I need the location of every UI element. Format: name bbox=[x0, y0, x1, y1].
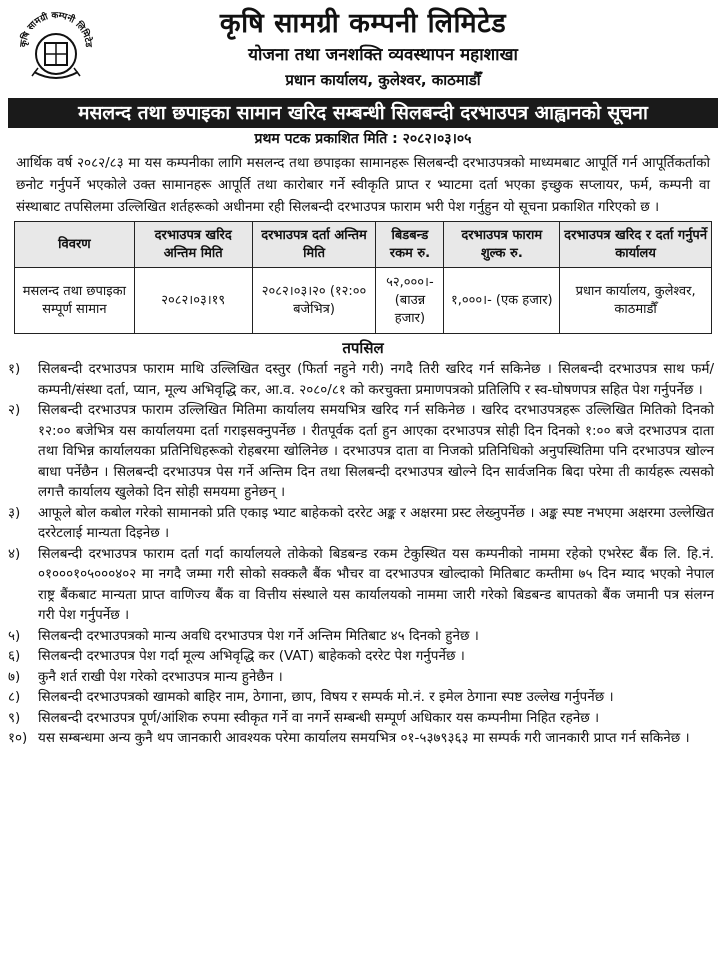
list-item bbox=[8, 708, 714, 729]
condition-text: सिलबन्दी दरभाउपत्र पेश गर्दा मूल्य अभिवृद्धि कर (VAT) बाहेकको दररेट पेश गर्नुपर्नेछ । bbox=[38, 648, 465, 664]
table-header-cell: बिडबन्ड रकम रु. bbox=[376, 222, 444, 268]
condition-number: ५) bbox=[8, 627, 21, 644]
condition-text: सिलबन्दी दरभाउपत्र फाराम उल्लिखित मितिमा कार्यालय समयभित्र खरिद गर्न सकिनेछ । खरिद दरभाउपत्रहरू उल्लिखित मितिको दिनको १२:०० बजेभित्र यस कार्यालयमा दर्ता गराइसक्नुपर्नेछ । रीतपूर्वक दर्ता हुन आएका दरभाउपत्र सोही दिन दिनको १:०० बजे दरभाउपत्र दाता तथा विभिन्न कार्यालयका प्रतिनिधिहरूको रोहबरमा खोलिनेछ । दरभाउपत्र दाता वा निजको प्रतिनिधिको अनुपस्थितिमा पनि दरभाउपत्र खोल्न बाधा पर्नेछैन । सिलबन्दी दरभाउपत्र पेस गर्ने अन्तिम दिन तथा सिलबन्दी दरभाउपत्र खोल्ने दिन सार्वजनिक बिदा परेमा ती कार्यहरू त्यसको लगत्तै कार्यालय खुलेको दिन सोही समयमा हुनेछन् । bbox=[38, 402, 714, 500]
condition-number: ९) bbox=[8, 709, 21, 726]
list-item bbox=[8, 646, 714, 667]
condition-number: ३) bbox=[8, 504, 21, 521]
list-item bbox=[8, 667, 714, 688]
list-item bbox=[8, 400, 714, 503]
company-logo-icon bbox=[16, 6, 96, 86]
tender-table bbox=[14, 221, 712, 334]
table-header-cell: दरभाउपत्र खरिद अन्तिम मिति bbox=[134, 222, 252, 268]
condition-text: सिलबन्दी दरभाउपत्र पूर्ण/आंशिक रुपमा स्वीकृत गर्ने वा नगर्ने सम्बन्धी सम्पूर्ण अधिकार यस कम्पनीमा निहित रहनेछ । bbox=[38, 709, 600, 726]
list-item bbox=[8, 503, 714, 544]
list-item bbox=[8, 626, 714, 647]
table-cell: मसलन्द तथा छपाइका सम्पूर्ण सामान bbox=[15, 268, 135, 334]
condition-text: सिलबन्दी दरभाउपत्रको खामको बाहिर नाम, ठेगाना, छाप, विषय र सम्पर्क मो.नं. र इमेल ठेगाना स्पष्ट उल्लेख गर्नुपर्नेछ । bbox=[38, 689, 614, 705]
company-name: कृषि सामग्री कम्पनी लिमिटेड bbox=[219, 8, 507, 39]
condition-number: ७) bbox=[8, 668, 21, 685]
condition-text: सिलबन्दी दरभाउपत्रको मान्य अवधि दरभाउपत्र पेश गर्ने अन्तिम मितिबाट ४५ दिनको हुनेछ । bbox=[38, 627, 479, 644]
condition-text: सिलबन्दी दरभाउपत्र फाराम दर्ता गर्दा कार्यालयले तोकेको बिडबन्ड रकम टेकुस्थित यस कम्पनीको नाममा रहेको एभरेस्ट बैंक लि. हि.नं. ०१०००१०५०००४०२ मा नगदै जम्मा गरी सोको सक्कलै बैंक भौचर वा दरभाउपत्र खोल्दाको मितिबाट कम्तीमा ७५ दिन म्याद भएको नेपाल राष्ट्र बैंकबाट मान्यता प्राप्त वाणिज्य बैंक वा वित्तीय संस्थाले यस कार्यालयको नाममा जारी गरेको बिडबन्ड बापतको बैंक जमानी पत्र संलग्न गरी पेश गर्नुपर्नेछ । bbox=[38, 545, 714, 623]
conditions-list bbox=[6, 359, 720, 749]
condition-number: ६) bbox=[8, 648, 21, 664]
condition-text: आफूले बोल कबोल गरेको सामानको प्रति एकाइ भ्याट बाहेकको दररेट अङ्क र अक्षरमा प्रस्ट लेख्नुपर्नेछ । अङ्क स्पष्ट नभएमा अक्षरमा उल्लेखित दररेटलाई मान्यता दिइनेछ । bbox=[38, 504, 714, 541]
condition-number: १) bbox=[8, 361, 21, 377]
division-name: योजना तथा जनशक्ति व्यवस्थापन महाशाखा bbox=[248, 45, 518, 65]
list-item bbox=[8, 728, 714, 749]
table-header-cell: दरभाउपत्र फाराम शुल्क रु. bbox=[444, 222, 560, 268]
intro-paragraph: आर्थिक वर्ष २०८२/८३ मा यस कम्पनीका लागि मसलन्द तथा छपाइका सामानहरू सिलबन्दी दरभाउपत्रको माध्यमबाट आपूर्ति गर्न आपूर्तिकर्ताको छनोट गर्नुपर्ने भएकोले उक्त सामानहरू आपूर्ति तथा कारोबार गर्ने स्वीकृति प्राप्त र भ्याटमा दर्ता भएका इच्छुक सप्लायर, फर्म, कम्पनी वा संस्थाबाट तपसिलमा उल्लिखित शर्तहरूको अधीनमा रही सिलबन्दी दरभाउपत्र फाराम भरी पेश गर्नुहुन यो सूचना प्रकाशित गरिएको छ । bbox=[16, 155, 710, 215]
condition-text: सिलबन्दी दरभाउपत्र फाराम माथि उल्लिखित दस्तुर (फिर्ता नहुने गरी) नगदै तिरी खरिद गर्न सकिनेछ । सिलबन्दी दरभाउपत्र साथ फर्म/कम्पनी/संस्था दर्ता, प्यान, मूल्य अभिवृद्धि कर, आ.व. २०८०/८१ को करचुक्ता प्रमाणपत्रको प्रतिलिपि र स्व-घोषणपत्र सहित पेश गर्नुपर्नेछ । bbox=[38, 361, 714, 398]
table-cell: ५२,०००।- (बाउन्न हजार) bbox=[376, 268, 444, 334]
list-item bbox=[8, 544, 714, 626]
table-cell: २०८२।०३।१९ bbox=[134, 268, 252, 334]
table-cell: प्रधान कार्यालय, कुलेश्वर, काठमाडौँ bbox=[560, 268, 712, 334]
table-header-cell: दरभाउपत्र खरिद र दर्ता गर्नुपर्ने कार्यालय bbox=[560, 222, 712, 268]
condition-number: ८) bbox=[8, 689, 21, 705]
table-header-cell: विवरण bbox=[15, 222, 135, 268]
logo-text: कृषि सामग्री कम्पनी लिमिटेड bbox=[18, 10, 94, 48]
table-header-cell: दरभाउपत्र दर्ता अन्तिम मिति bbox=[252, 222, 376, 268]
table-cell: २०८२।०३।२० (१२:०० बजेभित्र) bbox=[252, 268, 376, 334]
publish-date: प्रथम पटक प्रकाशित मिति : २०८२।०३।०५ bbox=[254, 131, 472, 147]
list-item bbox=[8, 687, 714, 708]
condition-text: कुनै शर्त राखी पेश गरेको दरभाउपत्र मान्य हुनेछैन । bbox=[38, 668, 283, 685]
list-item bbox=[8, 359, 714, 400]
condition-number: २) bbox=[8, 402, 21, 418]
condition-number: १०) bbox=[8, 730, 28, 746]
table-row bbox=[15, 268, 712, 334]
table-cell: १,०००।- (एक हजार) bbox=[444, 268, 560, 334]
condition-text: यस सम्बन्धमा अन्य कुनै थप जानकारी आवश्यक परेमा कार्यालय समयभित्र ०१-५३७९३६३ मा सम्पर्क गरी जानकारी प्राप्त गर्न सकिनेछ । bbox=[38, 730, 690, 746]
office-address: प्रधान कार्यालय, कुलेश्वर, काठमाडौँ bbox=[285, 71, 481, 89]
condition-number: ४) bbox=[8, 545, 21, 562]
notice-header bbox=[6, 0, 720, 98]
notice-title: मसलन्द तथा छपाइका सामान खरिद सम्बन्धी सिलबन्दी दरभाउपत्र आह्वानको सूचना bbox=[8, 98, 718, 128]
schedule-title: तपसिल bbox=[342, 339, 384, 357]
table-header-row bbox=[15, 222, 712, 268]
